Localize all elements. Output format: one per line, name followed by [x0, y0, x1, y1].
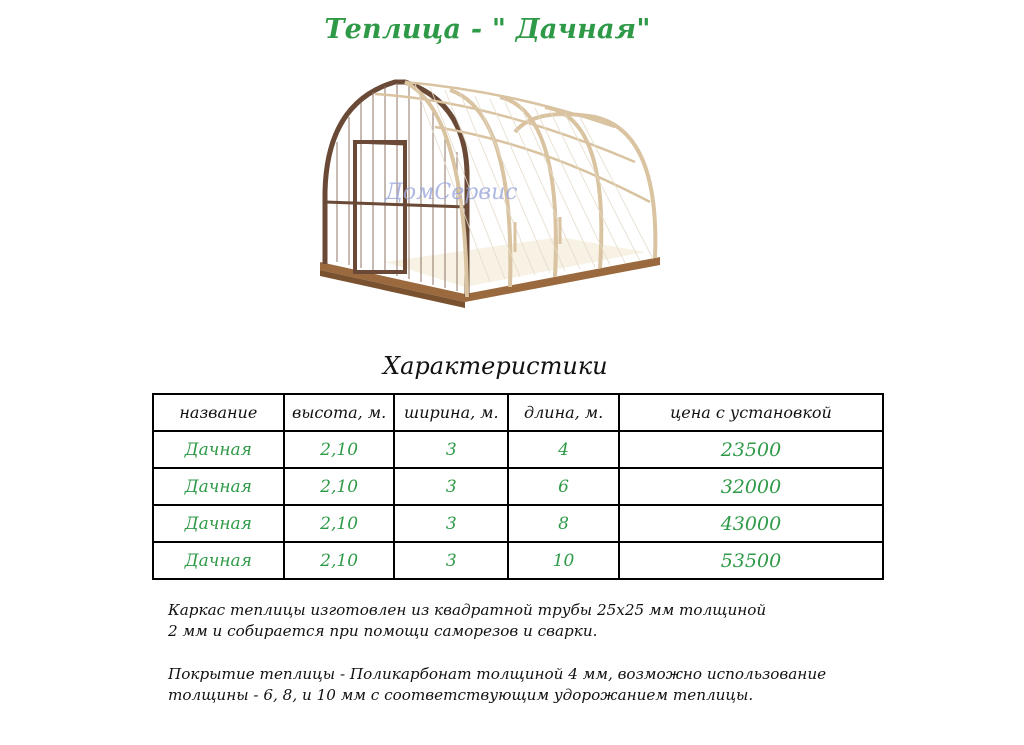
cell-price: 53500	[619, 542, 883, 579]
cover-note-line1: Покрытие теплицы - Поликарбонат толщиной 4 мм, возможно использование	[168, 665, 827, 683]
cell-length: 8	[508, 505, 619, 542]
cell-name: Дачная	[153, 505, 284, 542]
watermark-text: ДомСервис	[385, 180, 518, 205]
table-row	[153, 431, 883, 468]
frame-note-line2: 2 мм и собирается при помощи саморезов и сварки.	[168, 622, 598, 640]
cover-note	[168, 664, 888, 706]
table-header-row	[153, 394, 883, 431]
header-width: ширина, м.	[394, 394, 508, 431]
cell-price: 32000	[619, 468, 883, 505]
cell-name: Дачная	[153, 431, 284, 468]
cell-width: 3	[394, 431, 508, 468]
cell-height: 2,10	[284, 542, 395, 579]
header-price: цена с установкой	[619, 394, 883, 431]
cell-height: 2,10	[284, 431, 395, 468]
cover-note-line2: толщины - 6, 8, и 10 мм с соответствующим удорожанием теплицы.	[168, 686, 754, 704]
header-length: длина, м.	[508, 394, 619, 431]
cell-price: 23500	[619, 431, 883, 468]
specs-table	[152, 393, 884, 580]
cell-height: 2,10	[284, 468, 395, 505]
table-row	[153, 505, 883, 542]
cell-width: 3	[394, 542, 508, 579]
cell-width: 3	[394, 505, 508, 542]
table-row	[153, 468, 883, 505]
page-title: Теплица - " Дачная"	[324, 14, 651, 45]
description-notes	[168, 600, 888, 728]
cell-name: Дачная	[153, 542, 284, 579]
cell-width: 3	[394, 468, 508, 505]
header-height: высота, м.	[284, 394, 395, 431]
table-row	[153, 542, 883, 579]
header-name: название	[153, 394, 284, 431]
cell-price: 43000	[619, 505, 883, 542]
frame-note-line1: Каркас теплицы изготовлен из квадратной трубы 25х25 мм толщиной	[168, 601, 767, 619]
cell-length: 10	[508, 542, 619, 579]
cell-length: 6	[508, 468, 619, 505]
frame-note	[168, 600, 888, 642]
cell-length: 4	[508, 431, 619, 468]
section-title: Характеристики	[383, 352, 608, 380]
cell-height: 2,10	[284, 505, 395, 542]
cell-name: Дачная	[153, 468, 284, 505]
